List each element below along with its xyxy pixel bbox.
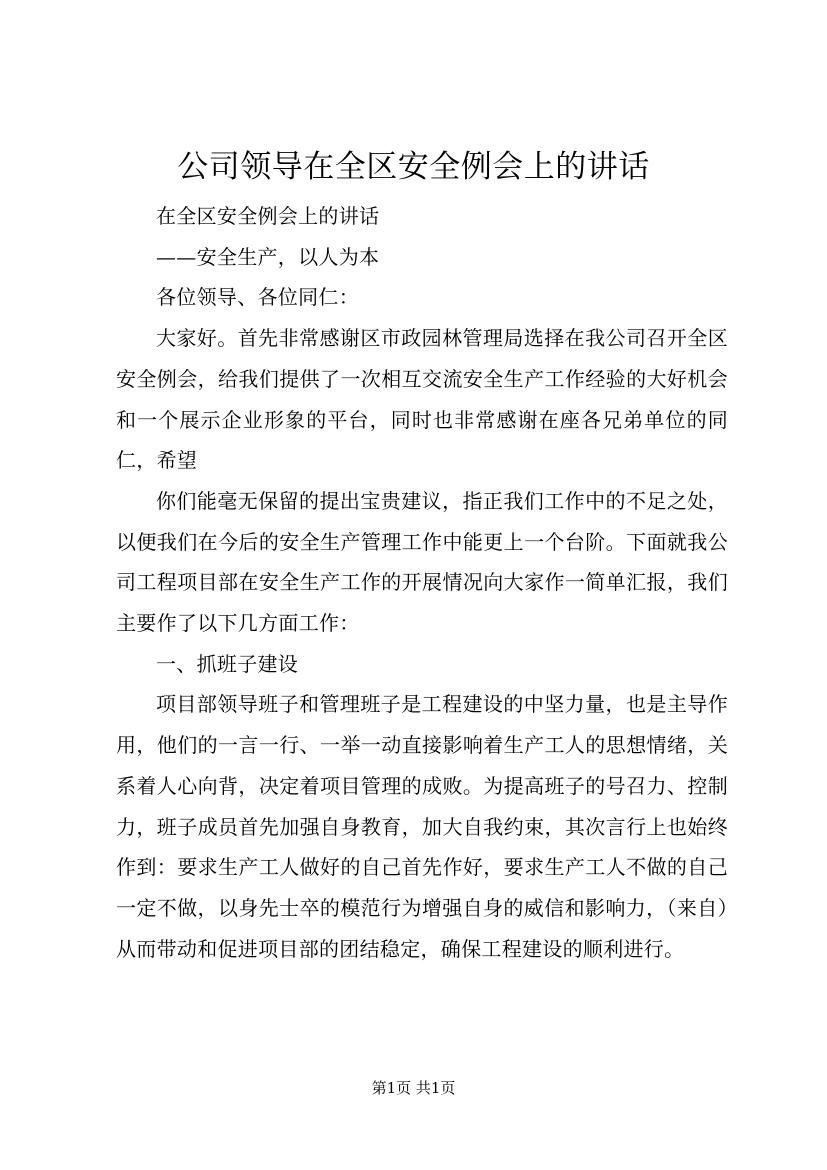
section-heading-1: 一、抓班子建设 xyxy=(156,651,299,676)
document-title: 公司领导在全区安全例会上的讲话 xyxy=(177,149,650,185)
speech-subtitle: ——安全生产，以人为本 xyxy=(156,244,380,269)
document-body xyxy=(116,196,728,969)
paragraph-greeting: 大家好。首先非常感谢区市政园林管理局选择在我公司召开全区安全例会，给我们提供了一次相互交流安全生产工作经验的大好机会和一个展示企业形象的平台，同时也非常感谢在座各兄弟单位的同仁，希望 xyxy=(116,326,728,473)
speech-heading: 在全区安全例会上的讲话 xyxy=(156,204,380,228)
salutation: 各位领导、各位同仁： xyxy=(156,285,359,310)
paragraph-intro: 你们能毫无保留的提出宝贵建议，指正我们工作中的不足之处，以便我们在今后的安全生产管理工作中能更上一个台阶。下面就我公司工程项目部在安全生产工作的开展情况向大家作一简单汇报，我们主要作了以下几方面工作： xyxy=(116,488,728,636)
paragraph-section-1: 项目部领导班子和管理班子是工程建设的中坚力量，也是主导作用，他们的一言一行、一举一动直接影响着生产工人的思想情绪，关系着人心向背，决定着项目管理的成败。为提高班子的号召力、控制力，班子成员首先加强自身教育，加大自我约束，其次言行上也始终作到：要求生产工人做好的自己首先作好，要求生产工人不做的自己一定不做，以身先士卒的模范行为增强自身的威信和影响力，（来自）从而带动和促进项目部的团结稳定，确保工程建设的顺利进行。 xyxy=(116,692,728,961)
page-footer: 第1页 共1页 xyxy=(371,1079,456,1097)
